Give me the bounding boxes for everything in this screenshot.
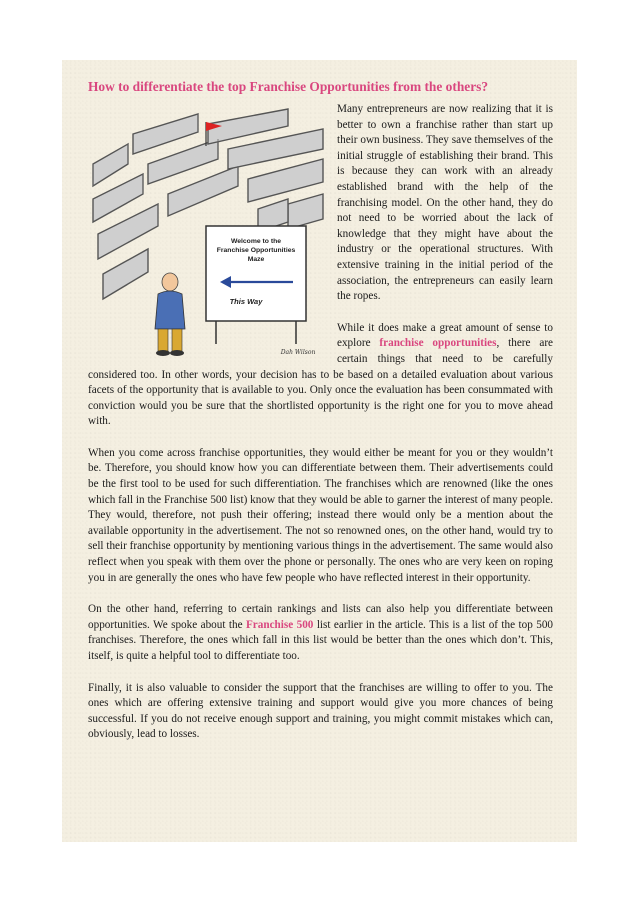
franchise-opportunities-link[interactable]: franchise opportunities [379, 337, 497, 350]
paragraph-2-text-a: While it does make a great amount of sense to explore [337, 321, 553, 350]
article [88, 78, 553, 759]
person-figure [155, 273, 185, 356]
maze-illustration [88, 104, 328, 359]
illustrator-signature: Dah Wilson [280, 349, 316, 356]
paragraph-4 [88, 602, 553, 664]
paragraph-4-text-a: On the other hand, referring to certain rankings and lists can also help you differentiate between opportunities. We spoke about the [88, 603, 553, 631]
sign-text-line3: Maze [247, 256, 265, 263]
paragraph-4-text-b: list earlier in the article. This is a list of the top 500 franchises. Therefore, the ones which fall in this list would be better than the ones which don’t. This, itself, is quite a helpful tool to differentiate too. [88, 618, 554, 662]
sign-text-line2: Franchise Opportunities [216, 247, 296, 254]
article-title: How to differentiate the top Franchise Opportunities from the others? [88, 79, 489, 94]
welcome-sign [206, 226, 306, 344]
paragraph-5: Finally, it is also valuable to consider the support that the franchises are willing to offer to you. The ones which are offering extensive training and support would give you more chances of being successful. If you do not receive enough support and training, you might commit mistakes which can, obviously, lead to losses. [88, 681, 553, 741]
sign-text-line1: Welcome to the [230, 238, 282, 245]
paragraph-3: When you come across franchise opportunities, they would either be meant for you or they wouldn’t be. Therefore, you should know how you can differentiate between them. Their advertisements could be the first tool to be used for such differentiation. The franchises which are renowned (like the ones which fall in the Franchise 500 list) know that they would be able to garner the interest of many people. They would, therefore, not push their offering; instead there would only be a mention about the available opportunity in the advertisement. The not so renowned ones, on the other hand, would try to sell their franchise opportunity by mentioning various things in the advertisement. The same would also reflect when you speak with them over the phone or personally. The ones who are very keen on roping you in are generally the ones who have few people who have reflected interest in their opportunity. [88, 446, 553, 584]
maze-illustration-svg [88, 104, 328, 359]
franchise-500-link[interactable]: Franchise 500 [245, 618, 314, 631]
sign-this-way: This Way [229, 297, 263, 306]
paragraph-1: Many entrepreneurs are now realizing that it is better to own a franchise rather than start up their own business. They save themselves of the initial struggle of establishing their brand. This is because they can work with an already established brand with the help of the franchising model. On the other hand, they do not need to be worried about the lack of knowledge that they might have about the industry or the operational structures. With extensive training in the initial period of the association, the entrepreneurs can easily learn the ropes. [337, 103, 553, 303]
paragraph-2-text-b: , there are certain things that need to be carefully considered too. In other words, your decision has to be based on a detailed evaluation about various facets of the opportunity that is available to you. Only once the evaluation has been consummated with conviction would you be sure that the shortlisted opportunity is the right one for you to move ahead with. [88, 337, 554, 428]
